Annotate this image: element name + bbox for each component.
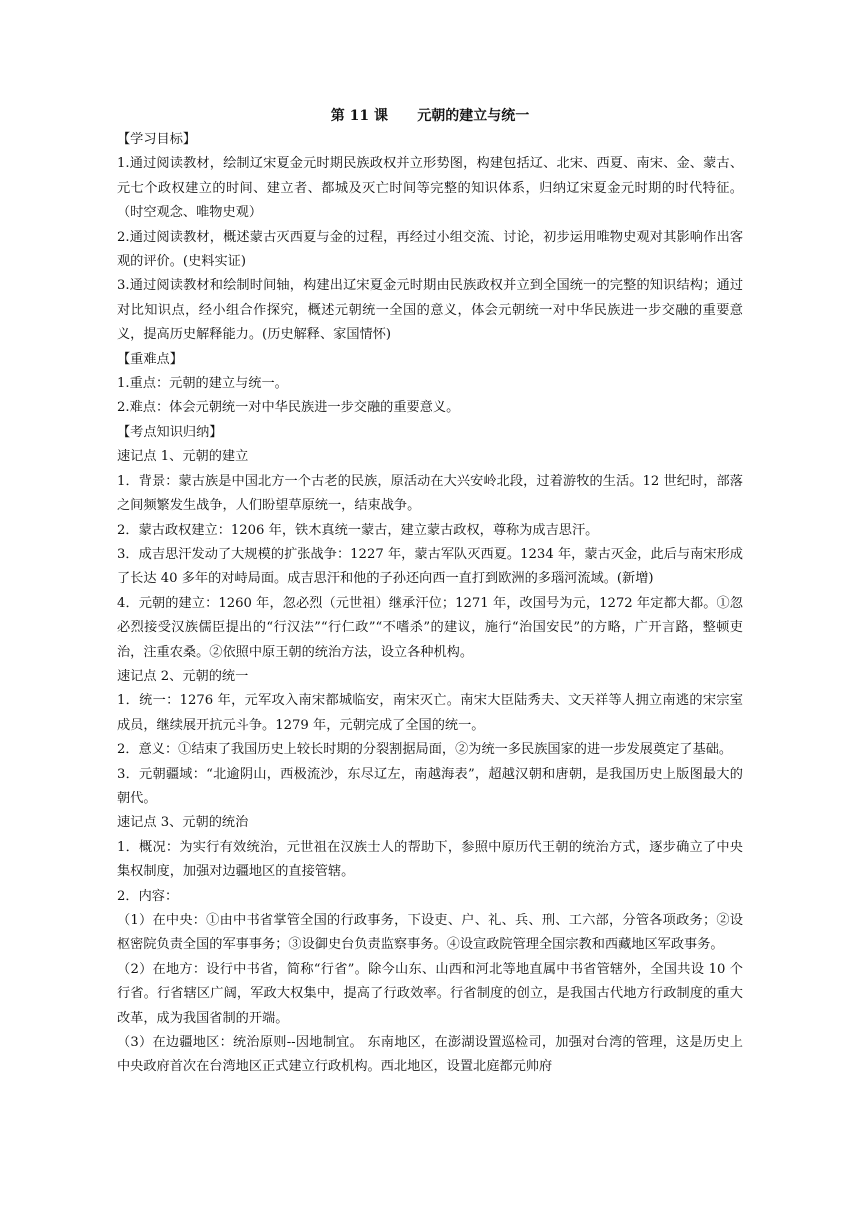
unification-territory: 3．元朝疆域：“北逾阴山，西极流沙，东尽辽左，南越海表”，超越汉朝和唐朝，是我国历史上版图最大的朝代。 <box>117 766 743 806</box>
section-heading-key-points: 【重难点】 <box>117 351 183 367</box>
subheading-unification: 速记点 2、元朝的统一 <box>117 668 249 684</box>
founding-mongol-regime: 2．蒙古政权建立：1206 年，铁木真统一蒙古，建立蒙古政权，尊称为成吉思汗。 <box>117 522 599 538</box>
governance-local: （2）在地方：设行中书省，简称“行省”。除今山东、山西和河北等地直属中书省管辖外，全国共设 10 个行省。行省辖区广阔，军政大权集中，提高了行政效率。行省制度的创立，是我国古代地方行政制度的重大改革，成为我国省制的开端。 <box>117 961 743 1026</box>
founding-yuan-dynasty: 4．元朝的建立：1260 年，忽必烈（元世祖）继承汗位；1271 年，改国号为元，1272 年定都大都。①忽必烈接受汉族儒臣提出的“行汉法”“行仁政”“不嗜杀”的建议，施行“治国安民”的方略，广开言路，整顿吏治，注重农桑。②依照中原王朝的统治方法，设立各种机构。 <box>117 595 743 660</box>
page-title: 第 11 课 元朝的建立与统一 <box>330 108 530 124</box>
founding-expansion: 3．成吉思汗发动了大规模的扩张战争：1227 年，蒙古军队灭西夏。1234 年，蒙古灭金，此后与南宋形成了长达 40 多年的对峙局面。成吉思汗和他的子孙还向西一直打到欧洲的多瑙河流域。(新增) <box>117 546 743 587</box>
knowledge-summary-section <box>117 421 743 1080</box>
governance-overview: 1．概况：为实行有效统治，元世祖在汉族士人的帮助下，参照中原历代王朝的统治方式，逐步确立了中央集权制度，加强对边疆地区的直接管辖。 <box>117 839 743 880</box>
unification-significance: 2．意义：①结束了我国历史上较长时期的分裂割据局面，②为统一多民族国家的进一步发展奠定了基础。 <box>117 742 733 758</box>
objective-3: 3.通过阅读教材和绘制时间轴，构建出辽宋夏金元时期由民族政权并立到全国统一的完整的知识结构；通过对比知识点，经小组合作探究，概述元朝统一全国的意义，体会元朝统一对中华民族进一步交融的重要意义，提高历史解释能力。(历史解释、家国情怀) <box>117 278 743 343</box>
governance-content-label: 2．内容： <box>117 888 179 904</box>
subheading-governance: 速记点 3、元朝的统治 <box>117 815 249 831</box>
difficult-point: 2.难点：体会元朝统一对中华民族进一步交融的重要意义。 <box>117 400 460 416</box>
governance-central: （1）在中央：①由中书省掌管全国的行政事务，下设吏、户、礼、兵、刑、工六部，分管各项政务；②设枢密院负责全国的军事事务；③设御史台负责监察事务。④设宣政院管理全国宗教和西藏地区军政事务。 <box>117 913 743 953</box>
learning-objectives-section <box>117 128 743 348</box>
section-heading-learning-objectives: 【学习目标】 <box>117 132 197 147</box>
key-point: 1.重点：元朝的建立与统一。 <box>117 376 288 392</box>
governance-frontier: （3）在边疆地区：统治原则--因地制宜。 东南地区，在澎湖设置巡检司，加强对台湾的管理，这是历史上中央政府首次在台湾地区正式建立行政机构。西北地区，设置北庭都元帅府 <box>117 1035 743 1075</box>
key-difficult-points-section <box>117 348 743 421</box>
document-page <box>117 104 743 1080</box>
objective-1: 1.通过阅读教材，绘制辽宋夏金元时期民族政权并立形势图，构建包括辽、北宋、西夏、南宋、金、蒙古、元七个政权建立的时间、建立者、都城及灭亡时间等完整的知识体系，归纳辽宋夏金元时期的时代特征。（时空观念、唯物史观） <box>117 156 743 221</box>
unification-event: 1．统一：1276 年，元军攻入南宋都城临安，南宋灭亡。南宋大臣陆秀夫、文天祥等人拥立南逃的宋宗室成员，继续展开抗元斗争。1279 年，元朝完成了全国的统一。 <box>117 693 743 733</box>
subheading-founding: 速记点 1、元朝的建立 <box>117 449 249 465</box>
founding-background: 1．背景：蒙古族是中国北方一个古老的民族，原活动在大兴安岭北段，过着游牧的生活。12 世纪时，部落之间频繁发生战争，人们盼望草原统一，结束战争。 <box>117 473 743 514</box>
section-heading-knowledge-summary: 【考点知识归纳】 <box>117 424 223 440</box>
objective-2: 2.通过阅读教材，概述蒙古灭西夏与金的过程，再经过小组交流、讨论，初步运用唯物史观对其影响作出客观的评价。(史料实证) <box>117 229 743 270</box>
